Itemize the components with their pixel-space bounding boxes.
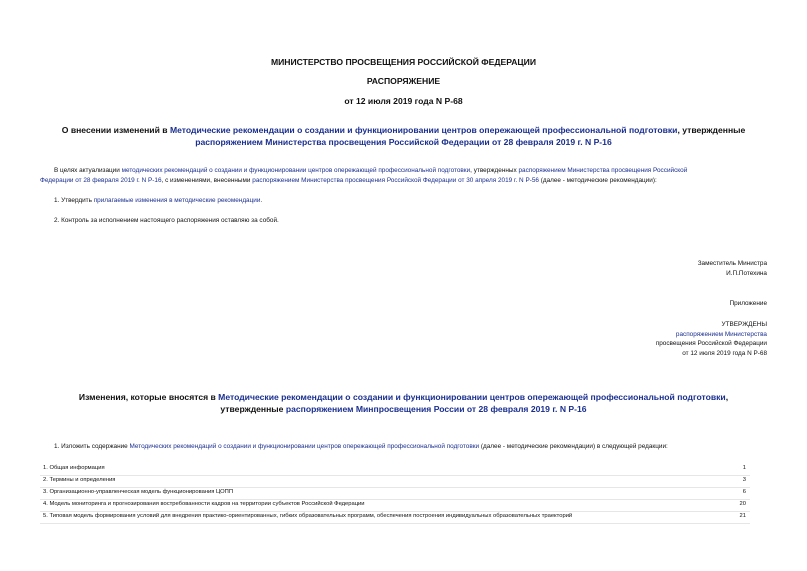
approval-date-line: от 12 июля 2019 года N Р-68	[682, 349, 767, 357]
preamble-link-guidelines[interactable]: методических рекомендаций о создании и функционировании центров опережающей профессиональной подготовки	[121, 167, 471, 174]
changes-title	[0, 391, 807, 415]
approval-block	[656, 320, 767, 358]
preamble-text-2: , утвержденных	[470, 167, 519, 174]
signature-block	[698, 259, 767, 278]
doc-title	[0, 124, 807, 148]
changes-title-prefix: Изменения, которые вносятся в	[78, 392, 219, 402]
item-1-link[interactable]: прилагаемые изменения в методические рекомендации	[93, 197, 261, 204]
change-item-1-suffix: (далее - методические рекомендации) в следующей редакции:	[479, 443, 668, 450]
toc-row	[40, 464, 750, 476]
approval-order-line[interactable]: распоряжением Министерства	[675, 330, 767, 338]
preamble-link-order-1[interactable]: распоряжением Министерства просвещения Российской	[518, 167, 688, 174]
item-1-prefix: 1. Утвердить	[54, 197, 94, 204]
changes-title-middle: ,	[725, 392, 729, 402]
title-link-order[interactable]: распоряжением Министерства просвещения Российской Федерации от 28 февраля 2019 г. N Р-16	[195, 137, 612, 147]
preamble-link-order-2[interactable]: Федерации от 28 февраля 2019 г. N Р-16	[40, 177, 162, 184]
approved-label: УТВЕРЖДЕНЫ	[721, 321, 767, 328]
toc-title: 2. Термины и определения	[43, 477, 116, 483]
title-prefix: О внесении изменений в	[61, 125, 170, 135]
change-item-1	[54, 442, 668, 452]
toc-page: 21	[739, 513, 746, 519]
preamble-link-order-3[interactable]: распоряжением Министерства просвещения Российской Федерации от 30 апреля 2019 г. N Р-56	[252, 177, 539, 184]
table-of-contents	[40, 464, 750, 524]
change-item-1-link[interactable]: Методических рекомендаций о создании и функционировании центров опережающей профессиональной подготовки	[129, 443, 480, 450]
toc-title: 5. Типовая модель формирования условий для внедрения практико-ориентированных, гибких образовательных программ, обеспечения построения индивидуальных образовательных траекторий	[43, 513, 573, 519]
preamble-text-3: , с изменениями, внесенными	[161, 177, 253, 184]
title-middle: , утвержденные	[677, 125, 746, 135]
toc-title: 4. Модель мониторинга и прогнозирования востребованности кадров на территории субъектов Российской Федерации	[43, 501, 365, 507]
change-item-1-prefix: 1. Изложить содержание	[54, 443, 130, 450]
toc-row	[40, 512, 750, 524]
toc-row	[40, 488, 750, 500]
appendix-label: Приложение	[729, 300, 767, 307]
doc-type: РАСПОРЯЖЕНИЕ	[366, 76, 441, 86]
preamble-text-4: (далее - методические рекомендации):	[538, 177, 657, 184]
title-link-guidelines[interactable]: Методические рекомендации о создании и функционировании центров опережающей профессиональной подготовки	[169, 125, 678, 135]
doc-date-number: от 12 июля 2019 года N Р-68	[344, 96, 463, 106]
item-2: 2. Контроль за исполнением настоящего распоряжения оставляю за собой.	[54, 217, 279, 224]
changes-title-link-order[interactable]: распоряжением Минпросвещения России от 28 февраля 2019 г. N Р-16	[285, 404, 587, 414]
approval-ministry-line: просвещения Российской Федерации	[655, 340, 767, 347]
item-1-suffix: .	[260, 197, 263, 204]
toc-page: 20	[739, 501, 746, 507]
item-1	[54, 196, 262, 206]
changes-title-link-guidelines[interactable]: Методические рекомендации о создании и функционировании центров опережающей профессиональной подготовки	[218, 392, 726, 402]
changes-title-line2-prefix: утвержденные	[220, 404, 286, 414]
toc-title: 3. Организационно-управленческая модель функционирования ЦОПП	[43, 489, 234, 495]
ministry-title: МИНИСТЕРСТВО ПРОСВЕЩЕНИЯ РОССИЙСКОЙ ФЕДЕРАЦИИ	[270, 57, 537, 67]
signature-name: И.П.Потехина	[726, 269, 767, 277]
preamble-text-1: В целях актуализации	[54, 167, 122, 174]
toc-row	[40, 476, 750, 488]
toc-title: 1. Общая информация	[43, 465, 105, 471]
toc-page: 1	[742, 465, 746, 471]
signature-position: Заместитель Министра	[697, 260, 767, 267]
toc-page: 3	[742, 477, 746, 483]
toc-row	[40, 500, 750, 512]
preamble-paragraph	[40, 166, 775, 186]
toc-page: 6	[742, 489, 746, 495]
